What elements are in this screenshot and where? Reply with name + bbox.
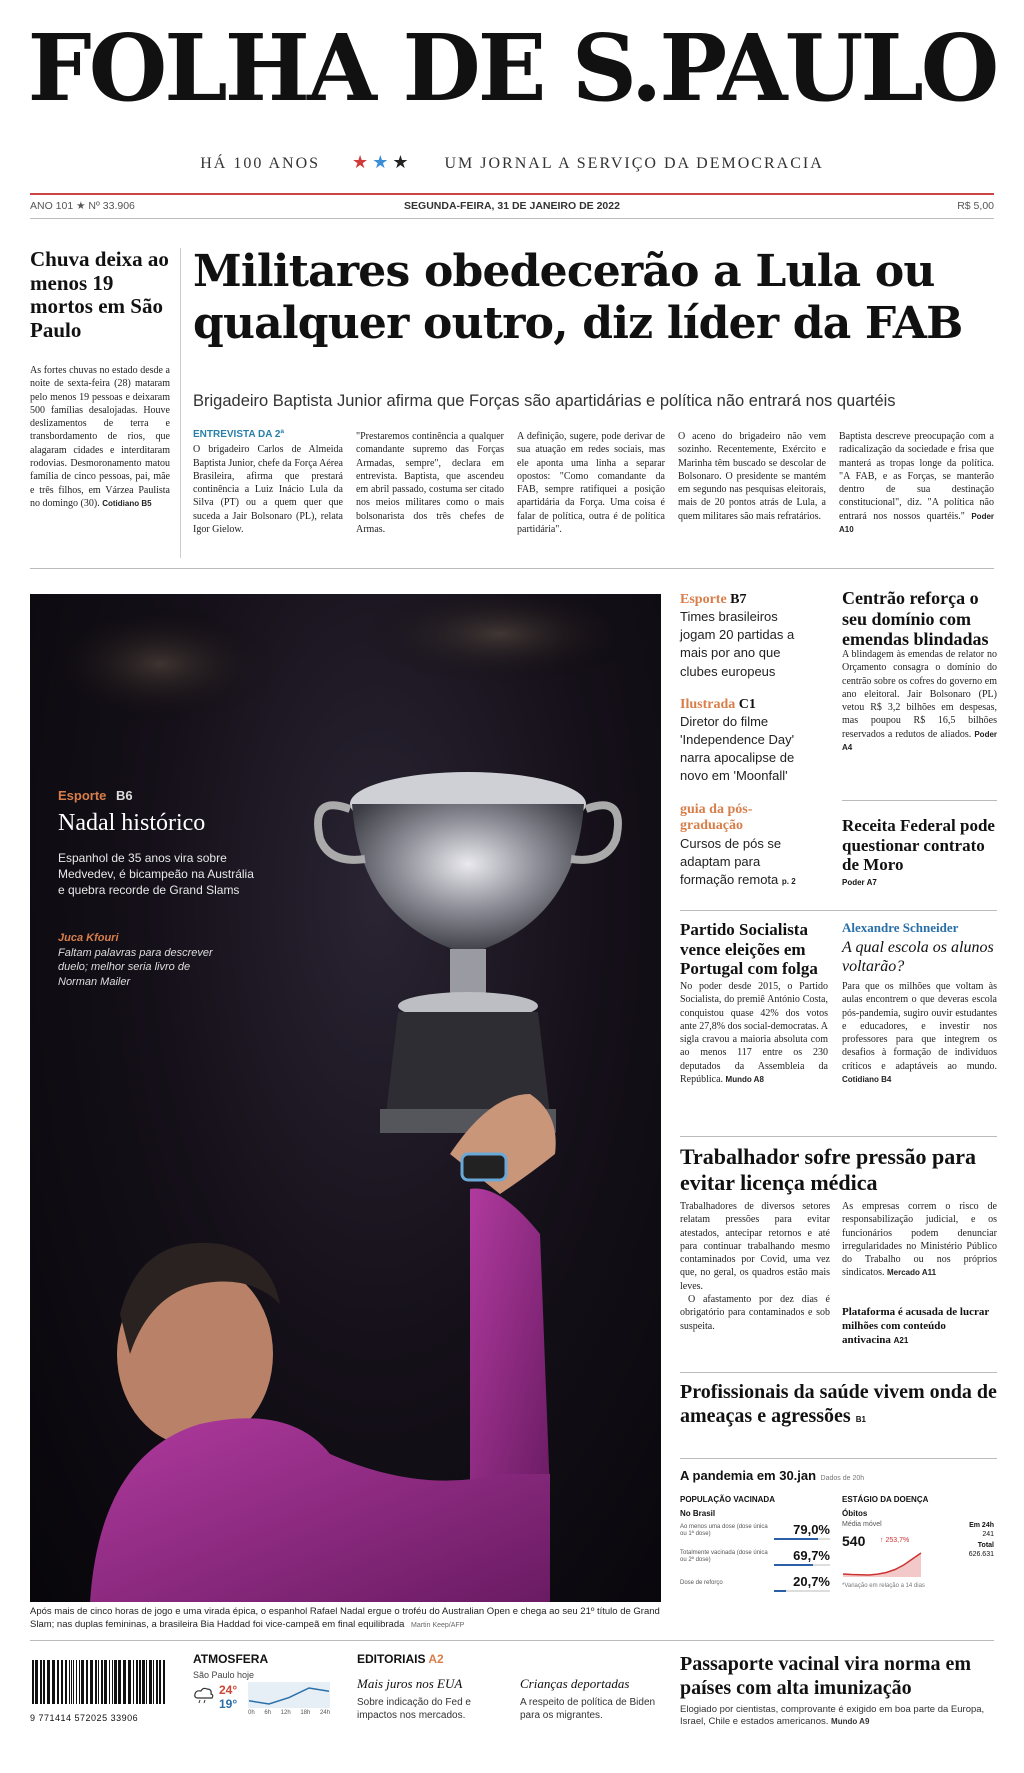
rain-credit[interactable]: Cotidiano B5 — [102, 498, 152, 508]
lead-subhead: Brigadeiro Baptista Junior afirma que Forças são apartidárias e política não entrará nos quartéis — [193, 392, 896, 410]
index-page-label: B7 — [730, 592, 747, 607]
barcode-bar — [40, 1660, 42, 1704]
barcode-bar — [73, 1660, 74, 1704]
trabalhador-col-1a: Trabalhadores de diversos setores relatam pressões para evitar atestados, antecipar retornos e até para continuar trabalhando mesmo contaminados por Covid, uma vez que, no geral, os quadros estão mais leves. — [680, 1201, 830, 1292]
photo-caption-text: Após mais de cinco horas de jogo e uma virada épica, o espanhol Rafael Nadal ergue o troféu do Australian Open e chega ao seu 21º título de Grand Slam; nas duplas femininas, a brasileira Bia Haddad foi vice-campeã em final equilibrada — [30, 1606, 660, 1630]
weather-hour-label: 0h — [248, 1710, 255, 1716]
weather-hour-label: 6h — [264, 1710, 272, 1716]
editorial-1-body: Sobre indicação do Fed e impactos nos mercados. — [357, 1697, 471, 1721]
plataforma-headline: Plataforma é acusada de lucrar milhões com conteúdo antivacina — [842, 1306, 990, 1346]
centrao-credit[interactable]: Poder A4 — [842, 729, 998, 753]
vac-row — [680, 1547, 830, 1567]
weather-title[interactable]: ATMOSFERA — [193, 1652, 269, 1666]
lead-col-2: "Prestaremos continência a qualquer comandante supremo das Forças Armadas, sempre", declara em entrevista. Baptista, que ascendeu em abril passado, costuma ser citado nos meios militares como o mais bolsonarista dos três chefes de Armas. — [356, 431, 504, 536]
vac-row-bar-fill — [774, 1538, 818, 1540]
vac-row — [680, 1573, 830, 1593]
lead-credit[interactable]: Poder A10 — [839, 511, 995, 535]
plataforma-credit: A21 — [893, 1335, 909, 1345]
barcode-bar — [104, 1660, 107, 1704]
passport-credit[interactable]: Mundo A9 — [831, 1717, 870, 1727]
masthead-tagline — [0, 152, 1024, 173]
trabalhador-divider — [680, 1136, 997, 1137]
receita-credit[interactable]: Poder A7 — [842, 878, 877, 887]
saude-headline[interactable] — [680, 1380, 997, 1429]
vac-row-label: Ao menos uma dose (dose única ou 1ª dose) — [680, 1524, 768, 1537]
barcode-bar — [101, 1660, 103, 1704]
index-section-label: guia da pós-graduação — [680, 801, 753, 834]
photo-section: Esporte — [58, 788, 107, 803]
barcode-bar — [95, 1660, 97, 1704]
weather-hours — [248, 1710, 330, 1716]
avg-change-value: 253,7% — [885, 1537, 910, 1544]
editorial-page: A2 — [428, 1652, 444, 1666]
lead-kicker: ENTREVISTA DA 2ª — [193, 429, 285, 440]
barcode-bar — [149, 1660, 152, 1704]
edition-price: R$ 5,00 — [957, 200, 994, 212]
header-divider — [30, 218, 994, 219]
avg-label: Média móvel — [842, 1521, 882, 1528]
index-item-ilustrada[interactable] — [680, 697, 810, 786]
lead-headline[interactable]: Militares obedecerão a Lula ou qualquer outro, diz líder da FAB — [193, 246, 963, 349]
lead-divider — [30, 568, 994, 569]
in24h-label: Em 24h — [969, 1522, 994, 1529]
lead-col-5-text: Baptista descreve preocupação com a radicalização da sociedade e frisa que manterá as tropas longe da política. "A FAB, e as Forças, se manterão dentro de sua destinação constitucional", diz. "A política não entrará nos nossos quartéis." — [839, 431, 994, 522]
trabalhador-col-2 — [842, 1200, 997, 1280]
schneider-title[interactable]: A qual escola os alunos voltarão? — [842, 939, 994, 976]
vac-row-value-wrap — [774, 1548, 830, 1566]
photo-page: B6 — [116, 788, 133, 803]
masthead-left-tag: HÁ 100 ANOS — [200, 155, 321, 172]
barcode-bar — [112, 1660, 113, 1704]
weather-chart-bg — [248, 1682, 330, 1708]
trabalhador-col-1 — [680, 1200, 830, 1333]
saude-headline-text: Profissionais da saúde vivem onda de ameaças e agressões — [680, 1381, 997, 1428]
column-divider — [180, 248, 181, 558]
portugal-body-text: No poder desde 2015, o Partido Socialista, do premiê António Costa, conquistou quase 42% dos votos ante 27,8% dos social-democratas. A sigla cravou a maioria absoluta com ao menos 117 entre os 230 deputados da Assembleia da República. — [680, 981, 828, 1086]
lead-col-1-text: O brigadeiro Carlos de Almeida Baptista Junior, chefe da Força Aérea Brasileira, afirma que prestará continência a Luiz Inácio Lula da Silva (PT) ou a quem quer que suceda a Jair Bolsonaro (PL), relata Igor Gielow. — [193, 444, 343, 536]
barcode-bar — [156, 1660, 158, 1704]
saude-divider — [680, 1372, 997, 1373]
avg-value: 540 — [842, 1533, 866, 1549]
index-section-label: Ilustrada — [680, 696, 736, 712]
index-item-text: Cursos de pós se adaptam para formação remota — [680, 836, 782, 888]
vac-row-label: Dose de reforço — [680, 1579, 723, 1586]
avg-change: ↑ 253,7% — [880, 1537, 910, 1544]
barcode-bar — [79, 1660, 80, 1704]
weather-max: 24° — [219, 1683, 238, 1697]
masthead-title[interactable]: FOLHA DE S.PAULO — [27, 14, 997, 122]
deaths-label: Óbitos — [842, 1509, 868, 1518]
portugal-credit[interactable]: Mundo A8 — [725, 1075, 764, 1085]
vac-row-bar-fill — [774, 1590, 786, 1592]
trabalhador-credit[interactable]: Mercado A11 — [887, 1268, 937, 1278]
index-section-label: Esporte — [680, 592, 727, 607]
total-label: Total — [977, 1542, 994, 1550]
schneider-credit[interactable]: Cotidiano B4 — [842, 1075, 892, 1085]
barcode-bar — [86, 1660, 88, 1704]
portugal-body — [680, 980, 828, 1086]
lead-col-1 — [193, 428, 343, 536]
vac-rows — [680, 1521, 830, 1599]
index-item-text: Diretor do filme 'Independence Day' narra apocalipse de novo em 'Moonfall' — [680, 713, 795, 784]
vac-label: POPULAÇÃO VACINADA — [680, 1495, 775, 1504]
centrao-divider — [842, 800, 997, 801]
portugal-headline[interactable]: Partido Socialista vence eleições em Portugal com folga — [680, 920, 818, 979]
deaths-trend-chart — [842, 1549, 922, 1577]
pandemic-box — [680, 1458, 997, 1618]
portugal-divider — [680, 910, 997, 911]
schneider-body-text: Para que os milhões que voltam às aulas encontrem o que deveras escola pós-pandemia, sugiro ouvir estudantes e educadores, e investir nos professores para que integrem os desafios à formação de indivíduos críticos e adaptáveis ao mundo. — [842, 981, 997, 1072]
index-item-suffix: p. 2 — [781, 877, 796, 887]
masthead-rule — [30, 193, 994, 195]
index-column — [680, 592, 810, 890]
photo-dek: Espanhol de 35 anos vira sobre Medvedev, é bicampeão na Austrália e quebra recorde de Grand Slams — [58, 851, 254, 898]
passport-body-text: Elogiado por cientistas, comprovante é exigido em boa parte da Europa, Israel, Chile e estados americanos. — [680, 1704, 985, 1728]
rain-headline[interactable]: Chuva deixa ao menos 19 mortos em São Paulo — [30, 247, 169, 342]
photo-credit: Martin Keep/AFP — [411, 1621, 465, 1629]
index-item-text: Times brasileiros jogam 20 partidas a mais por ano que clubes europeus — [680, 609, 795, 679]
centrao-headline[interactable]: Centrão reforça o seu domínio com emendas blindadas — [842, 588, 989, 650]
barcode-icon — [30, 1660, 170, 1708]
lead-col-3: A definição, sugere, pode derivar de sua atuação em redes sociais, mas ele aponta uma linha a separar opostos: "Como comandante da FAB, sempre ratifiquei a posição apartidária da Força. Uma coisa é falar de política, outra é de política partidária". — [517, 431, 665, 536]
edition-number: ANO 101 ★ Nº 33.906 — [30, 200, 135, 212]
total-value: 626.631 — [968, 1551, 994, 1559]
barcode-bar — [118, 1660, 121, 1704]
barcode-bar — [57, 1660, 59, 1704]
vac-row-bar — [774, 1564, 830, 1566]
vac-row-bar — [774, 1538, 830, 1540]
lead-col-4: O aceno do brigadeiro não vem sozinho. Recentemente, Exército e Marinha têm buscado se descolar de Bolsonaro. O presidente se mantém em segundo nas pesquisas eleitorais, mais de 20 pontos atrás de Lula, a quem militares são mais refratários. — [678, 431, 826, 522]
schneider-body — [842, 980, 997, 1086]
nadal-trophy-illustration — [30, 594, 661, 1602]
barcode-bar — [43, 1660, 45, 1704]
barcode — [30, 1660, 170, 1722]
editorial-heading[interactable] — [357, 1652, 444, 1666]
weather-hour-label: 18h — [300, 1710, 311, 1716]
barcode-bar — [153, 1660, 154, 1704]
cloud-rain-icon — [193, 1686, 215, 1704]
barcode-bar — [81, 1660, 84, 1704]
receita-headline[interactable]: Receita Federal pode questionar contrato de Moro — [842, 816, 995, 875]
barcode-bar — [114, 1660, 117, 1704]
pandemic-title: A pandemia em 30.jan — [680, 1468, 817, 1483]
nadal-photo[interactable] — [30, 594, 661, 1602]
edition-date: SEGUNDA-FEIRA, 31 DE JANEIRO DE 2022 — [404, 200, 620, 212]
vac-row-value: 20,7% — [793, 1574, 830, 1589]
barcode-bar — [47, 1660, 50, 1704]
weather-city: São Paulo hoje — [193, 1670, 255, 1680]
pandemic-source: Dados de 20h — [820, 1475, 865, 1482]
weather-min: 19° — [219, 1697, 238, 1711]
barcode-bar — [109, 1660, 110, 1704]
centrao-body — [842, 648, 997, 754]
barcode-bar — [90, 1660, 93, 1704]
barcode-bar — [71, 1660, 72, 1704]
barcode-bar — [52, 1660, 55, 1704]
bottom-divider — [30, 1640, 994, 1641]
schneider-author[interactable]: Alexandre Schneider — [842, 920, 959, 935]
vac-row-value-wrap — [774, 1574, 830, 1592]
barcode-text: 9 771414 572025 33906 — [30, 1713, 139, 1723]
trabalhador-col-1b: O afastamento por dez dias é obrigatório para contaminados e sob suspeita. — [680, 1294, 830, 1332]
vac-row-bar — [774, 1590, 830, 1592]
vac-row-value: 69,7% — [793, 1548, 830, 1563]
masthead-right-tag: UM JORNAL A SERVIÇO DA DEMOCRACIA — [444, 155, 824, 172]
barcode-bar — [163, 1660, 165, 1704]
photo-columnist[interactable]: Juca Kfouri — [58, 932, 119, 944]
photo-caption — [30, 1606, 661, 1632]
barcode-bar — [139, 1660, 141, 1704]
barcode-bar — [65, 1660, 67, 1704]
pandemic-note: *Variação em relação a 14 dias — [842, 1583, 925, 1589]
passport-headline[interactable]: Passaporte vacinal vira norma em países com alta imunização — [680, 1653, 972, 1699]
trabalhador-headline[interactable]: Trabalhador sofre pressão para evitar licença médica — [680, 1144, 977, 1196]
editorial-2-title[interactable]: Crianças deportadas — [520, 1676, 630, 1691]
weather-temp-chart — [248, 1682, 330, 1708]
editorial-1-title[interactable]: Mais juros nos EUA — [357, 1676, 463, 1691]
barcode-bar — [128, 1660, 131, 1704]
barcode-bar — [136, 1660, 138, 1704]
vac-row — [680, 1521, 830, 1541]
in24h-value: 241 — [982, 1531, 994, 1539]
rain-body — [30, 364, 170, 510]
photo-headline[interactable]: Nadal histórico — [58, 810, 206, 836]
barcode-bar — [123, 1660, 126, 1704]
barcode-bar — [32, 1660, 34, 1704]
lead-col-5 — [839, 430, 994, 536]
trabalhador-col-2-text: As empresas correm o risco de responsabilização judicial, e os funcionários podem denunciar irregularidades no Ministério Público do Trabalho ou nos próprios sindicatos. — [842, 1201, 997, 1279]
weather-hour-label: 12h — [280, 1710, 291, 1716]
index-page-label: C1 — [738, 696, 756, 712]
weather-hour-label: 24h — [319, 1710, 330, 1716]
index-item-esporte[interactable] — [680, 592, 810, 681]
vac-row-value: 79,0% — [793, 1522, 830, 1537]
index-item-guia[interactable] — [680, 802, 810, 890]
rain-body-text: As fortes chuvas no estado desde a noite de sexta-feira (28) mataram pelo menos 19 pessoas e deixaram 500 famílias desalojadas. Houve deslizamentos de terra e transbordamento de rios, que alagaram cidades e interditaram rodovias. Desmoronamento matou família de cinco pessoas, pai, mãe e três filhos, em Várzea Paulista no domingo (30). — [30, 365, 170, 509]
barcode-bar — [61, 1660, 63, 1704]
barcode-bar — [69, 1660, 70, 1704]
photo-quote: Faltam palavras para descrever duelo; melhor seria livro de Norman Mailer — [58, 947, 213, 988]
vac-row-label: Totalmente vacinada (dose única ou 2ª dose) — [680, 1550, 768, 1563]
stage-label: ESTÁGIO DA DOENÇA — [842, 1495, 929, 1504]
editorial-2-body: A respeito de política de Biden para os migrantes. — [520, 1697, 656, 1721]
plataforma-item[interactable] — [842, 1306, 997, 1347]
passport-body — [680, 1704, 997, 1729]
barcode-bar — [146, 1660, 147, 1704]
saude-credit: B1 — [855, 1415, 866, 1425]
deaths-stats — [950, 1521, 994, 1559]
photo-section-tag[interactable] — [58, 788, 133, 803]
barcode-bar — [142, 1660, 145, 1704]
barcode-bar — [35, 1660, 38, 1704]
barcode-bar — [76, 1660, 77, 1704]
vac-row-value-wrap — [774, 1522, 830, 1540]
star-icons: ★★★ — [352, 152, 413, 172]
vac-row-bar-fill — [774, 1564, 813, 1566]
barcode-bar — [159, 1660, 161, 1704]
barcode-bar — [133, 1660, 134, 1704]
barcode-bar — [98, 1660, 99, 1704]
vac-region: No Brasil — [680, 1509, 716, 1518]
centrao-body-text: A blindagem às emendas de relator no Orçamento consagra o domínio do centrão sobre os cofres do governo em ano eleitoral. Jair Bolsonaro (PL) vetou R$ 3,2 bilhões em despesas, mas poupou R$ 16,5 bilhões reservados a redutos de aliados. — [842, 649, 997, 740]
editorial-title: EDITORIAIS — [357, 1652, 426, 1666]
